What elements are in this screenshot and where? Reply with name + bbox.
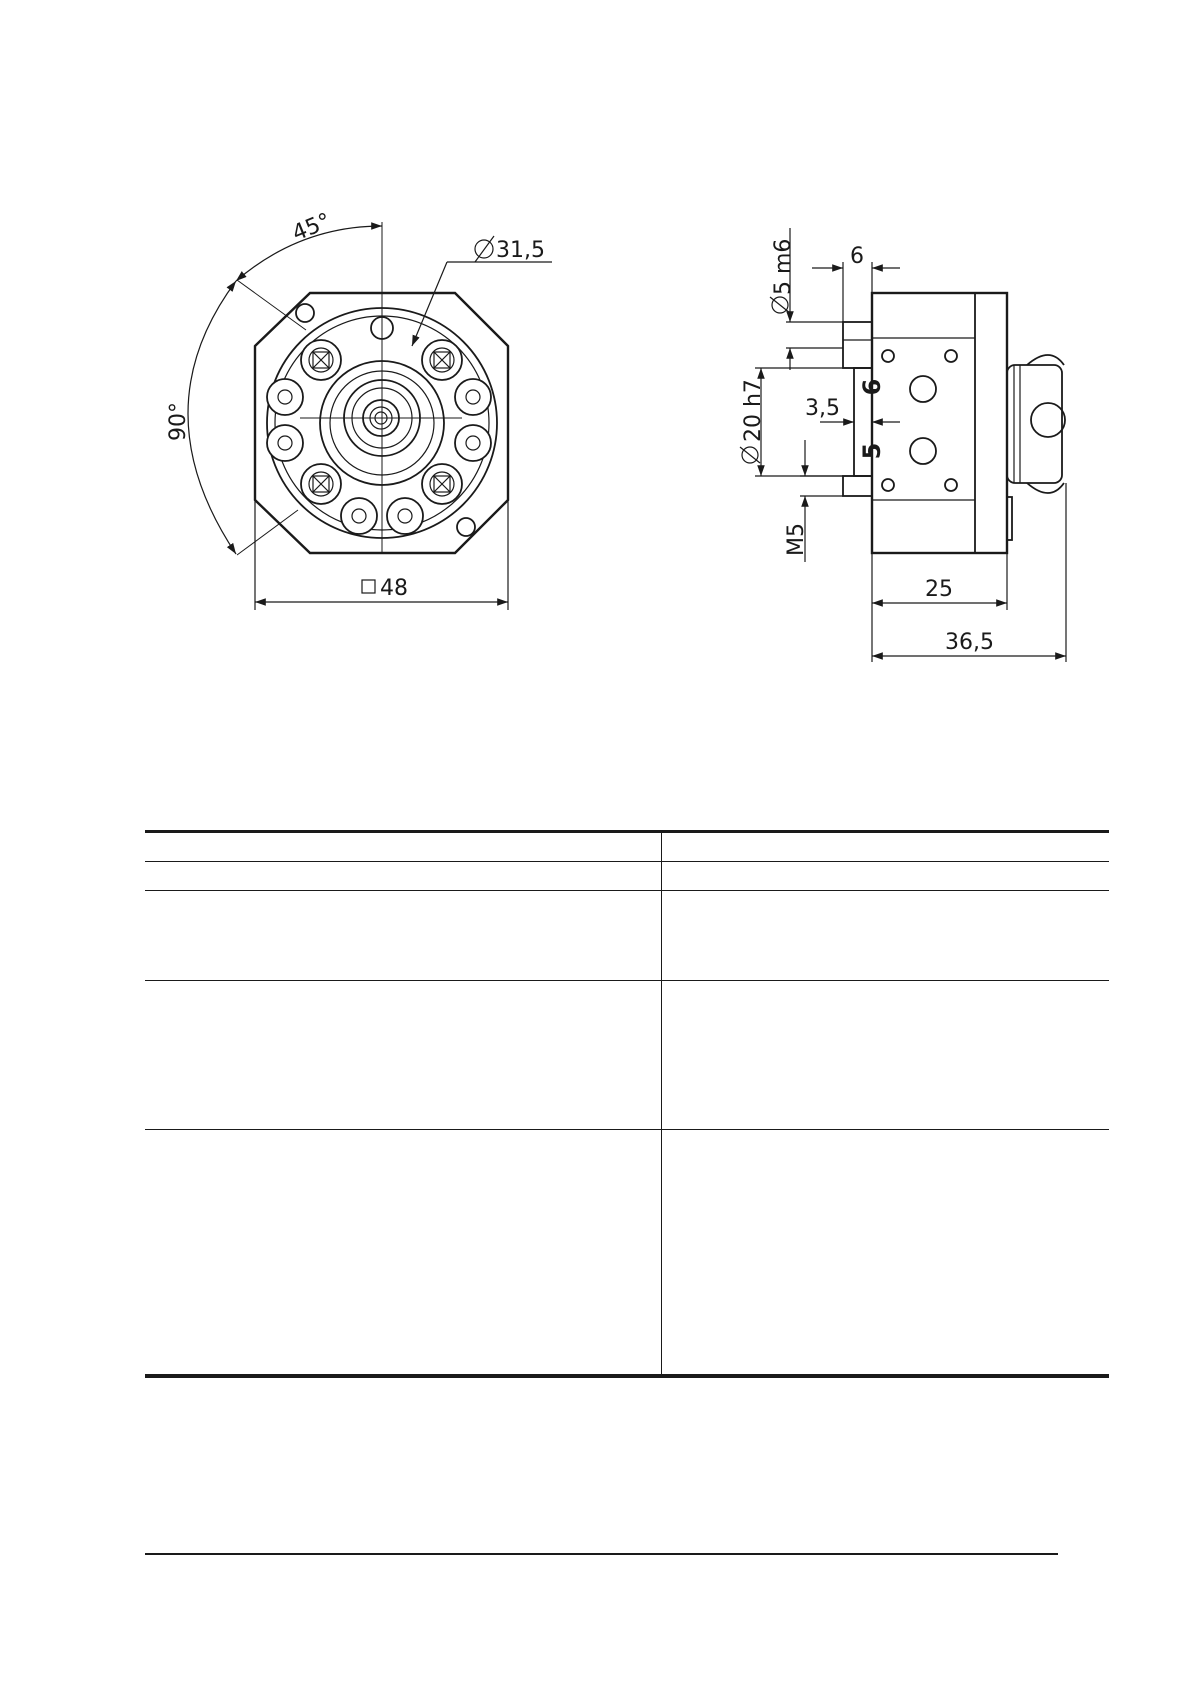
pin-diameter-label: 5 m6 — [771, 238, 796, 295]
footer-rule — [145, 1553, 1058, 1555]
body — [872, 293, 1007, 553]
angle-45-label: 45° — [288, 208, 335, 247]
table-row-rule — [145, 980, 1109, 981]
port-5-marking: 5 — [858, 442, 886, 460]
angle-arc-90 — [188, 281, 236, 554]
plug — [455, 425, 491, 461]
plug — [341, 498, 377, 534]
stub-cap-bottom — [1027, 483, 1064, 493]
extension-line-45 — [237, 280, 306, 330]
side-view — [740, 228, 1066, 662]
cross-bore — [1031, 403, 1065, 437]
corner-hole — [457, 518, 475, 536]
socket-screw — [422, 464, 462, 504]
diameter-symbol-icon — [475, 236, 494, 262]
side-lug — [1007, 497, 1012, 540]
body-hole — [945, 350, 957, 362]
socket-screw — [301, 340, 341, 380]
body-hole — [945, 479, 957, 491]
table-header-rule — [145, 861, 1109, 862]
plug — [267, 425, 303, 461]
stub-cap-top — [1027, 355, 1064, 365]
thread-stud — [843, 476, 872, 496]
flange-square-label: 48 — [380, 576, 408, 601]
body-length-label: 25 — [925, 577, 953, 602]
body-hole — [882, 350, 894, 362]
spec-table — [145, 830, 1109, 1378]
plug — [267, 379, 303, 415]
overall-length-label: 36,5 — [945, 630, 994, 655]
square-symbol-icon — [362, 580, 375, 593]
diameter-symbol-icon — [770, 297, 790, 313]
corner-hole — [296, 304, 314, 322]
socket-screw — [422, 340, 462, 380]
port-6 — [910, 376, 936, 402]
shaft-stub — [1007, 365, 1062, 483]
table-column-divider — [661, 832, 662, 1374]
pitch-diameter-label: 31,5 — [496, 238, 545, 263]
port-5 — [910, 438, 936, 464]
diameter-symbol-icon — [740, 447, 760, 463]
socket-screw — [301, 464, 341, 504]
port-6-marking: 6 — [858, 378, 886, 396]
table-row-rule — [145, 890, 1109, 891]
table-top-rule — [145, 830, 1109, 833]
plug — [455, 379, 491, 415]
plug — [387, 498, 423, 534]
table-bottom-rule — [145, 1374, 1109, 1378]
technical-drawing — [0, 0, 1192, 720]
pilot-diameter-label: 20 h7 — [741, 379, 766, 442]
angle-90-label: 90° — [166, 402, 191, 441]
locating-pin — [843, 322, 872, 368]
pilot-height-label: 3,5 — [805, 396, 840, 421]
diameter-leader — [412, 262, 447, 346]
table-row-rule — [145, 1129, 1109, 1130]
front-view — [166, 209, 552, 610]
body-hole — [882, 479, 894, 491]
thread-label: M5 — [784, 523, 809, 556]
pin-length-label: 6 — [850, 244, 864, 269]
